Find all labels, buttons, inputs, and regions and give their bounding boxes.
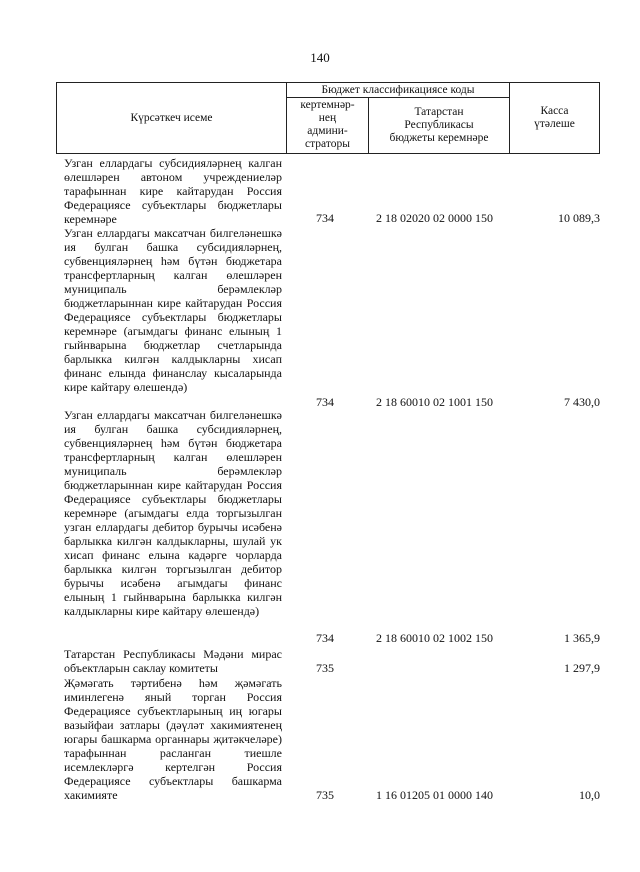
header-budget-codes bbox=[286, 82, 510, 98]
row-1-cash: 10 089,3 bbox=[558, 211, 600, 225]
row-2-cash: 7 430,0 bbox=[564, 395, 600, 409]
header-cash bbox=[510, 82, 600, 154]
row-3-code: 2 18 60010 02 1002 150 bbox=[376, 631, 493, 645]
row-1-admin: 734 bbox=[316, 211, 334, 225]
row-5-code: 1 16 01205 01 0000 140 bbox=[376, 788, 493, 802]
row-5-admin: 735 bbox=[316, 788, 334, 802]
row-4-cash: 1 297,9 bbox=[564, 661, 600, 675]
header-revenue bbox=[368, 97, 510, 154]
row-4-name: Татарстан Республикасы Мәдәни мирас объектларын саклау комитеты bbox=[64, 647, 282, 675]
row-2-name: Узган еллардагы максатчан билгеләнешкә ия булган башка субсидияләрнең, субвенцияләрнең һәм бүтән бюджетара трансфертларның калган өлешләрен муниципаль берәмлекләр бюджетларыннан кире кайтарудан Россия Федерациясе субъектлары бюджетлары керемнәре (агымдагы финанс елының 1 гыйнварына бюджетлар счетларында барлыкка килгән калдыкларны хисап финанс елында финанслау кысаларында кире кайтару өлешендә) bbox=[64, 226, 282, 394]
page-number: 140 bbox=[310, 50, 330, 65]
row-1-code: 2 18 02020 02 0000 150 bbox=[376, 211, 493, 225]
row-5-name: Җәмәгать тәртибенә һәм җәмәгать иминлегенә яный торган Россия Федерациясе субъектларының иң югары вазыйфаи затлары (дәүләт хакимиятенең югары башкарма органнары җитәкчеләре) тарафыннан расланган тиешле исемлекләргә кертелгән Россия Федерациясе субъектлары башкарма хакимияте bbox=[64, 676, 282, 802]
header-indicator-label: Күрсәткеч исеме bbox=[130, 111, 213, 124]
row-1-name: Узган еллардагы субсидияләрнең калган өлешләрен автоном учреждениеләр тарафыннан кире кайтарудан Россия Федерациясе субъектлары бюджетлары керемнәре bbox=[64, 156, 282, 226]
row-2-admin: 734 bbox=[316, 395, 334, 409]
row-3-name: Узган еллардагы максатчан билгеләнешкә ия булган башка субсидияләрнең, субвенцияләрнең һәм бүтән бюджетара трансфертларның калган өлешләрен муниципаль берәмлекләр бюджетларыннан кире кайтарудан Россия Федерациясе субъектлары бюджетлары керемнәре (агымдагы елда торгызылган узган еллардагы дебитор бурычы исәбенә барлыкка килгән калдыкларны, шулай ук хисап финанс елына кадәрге чорларда барлыкка килгән торгызылган дебитор бурычы исәбенә агымдагы финанс елының 1 гыйнварына барлыкка килгән калдыкларны кире кайтару өлешендә) bbox=[64, 408, 282, 618]
row-3-admin: 734 bbox=[316, 631, 334, 645]
header-cash-label: Касса үтәлеше bbox=[534, 105, 575, 130]
header-budget-codes-label: Бюджет классификациясе коды bbox=[321, 83, 475, 96]
row-5-cash: 10,0 bbox=[579, 788, 600, 802]
header-revenue-label: Татарстан Республикасы бюджеты керемнәре bbox=[389, 105, 489, 144]
row-4-admin: 735 bbox=[316, 661, 334, 675]
header-admin-label: кертемнәр- нең админи- страторы bbox=[300, 99, 355, 150]
header-admin bbox=[286, 97, 368, 154]
row-2-code: 2 18 60010 02 1001 150 bbox=[376, 395, 493, 409]
header-indicator-name bbox=[56, 82, 286, 154]
row-3-cash: 1 365,9 bbox=[564, 631, 600, 645]
